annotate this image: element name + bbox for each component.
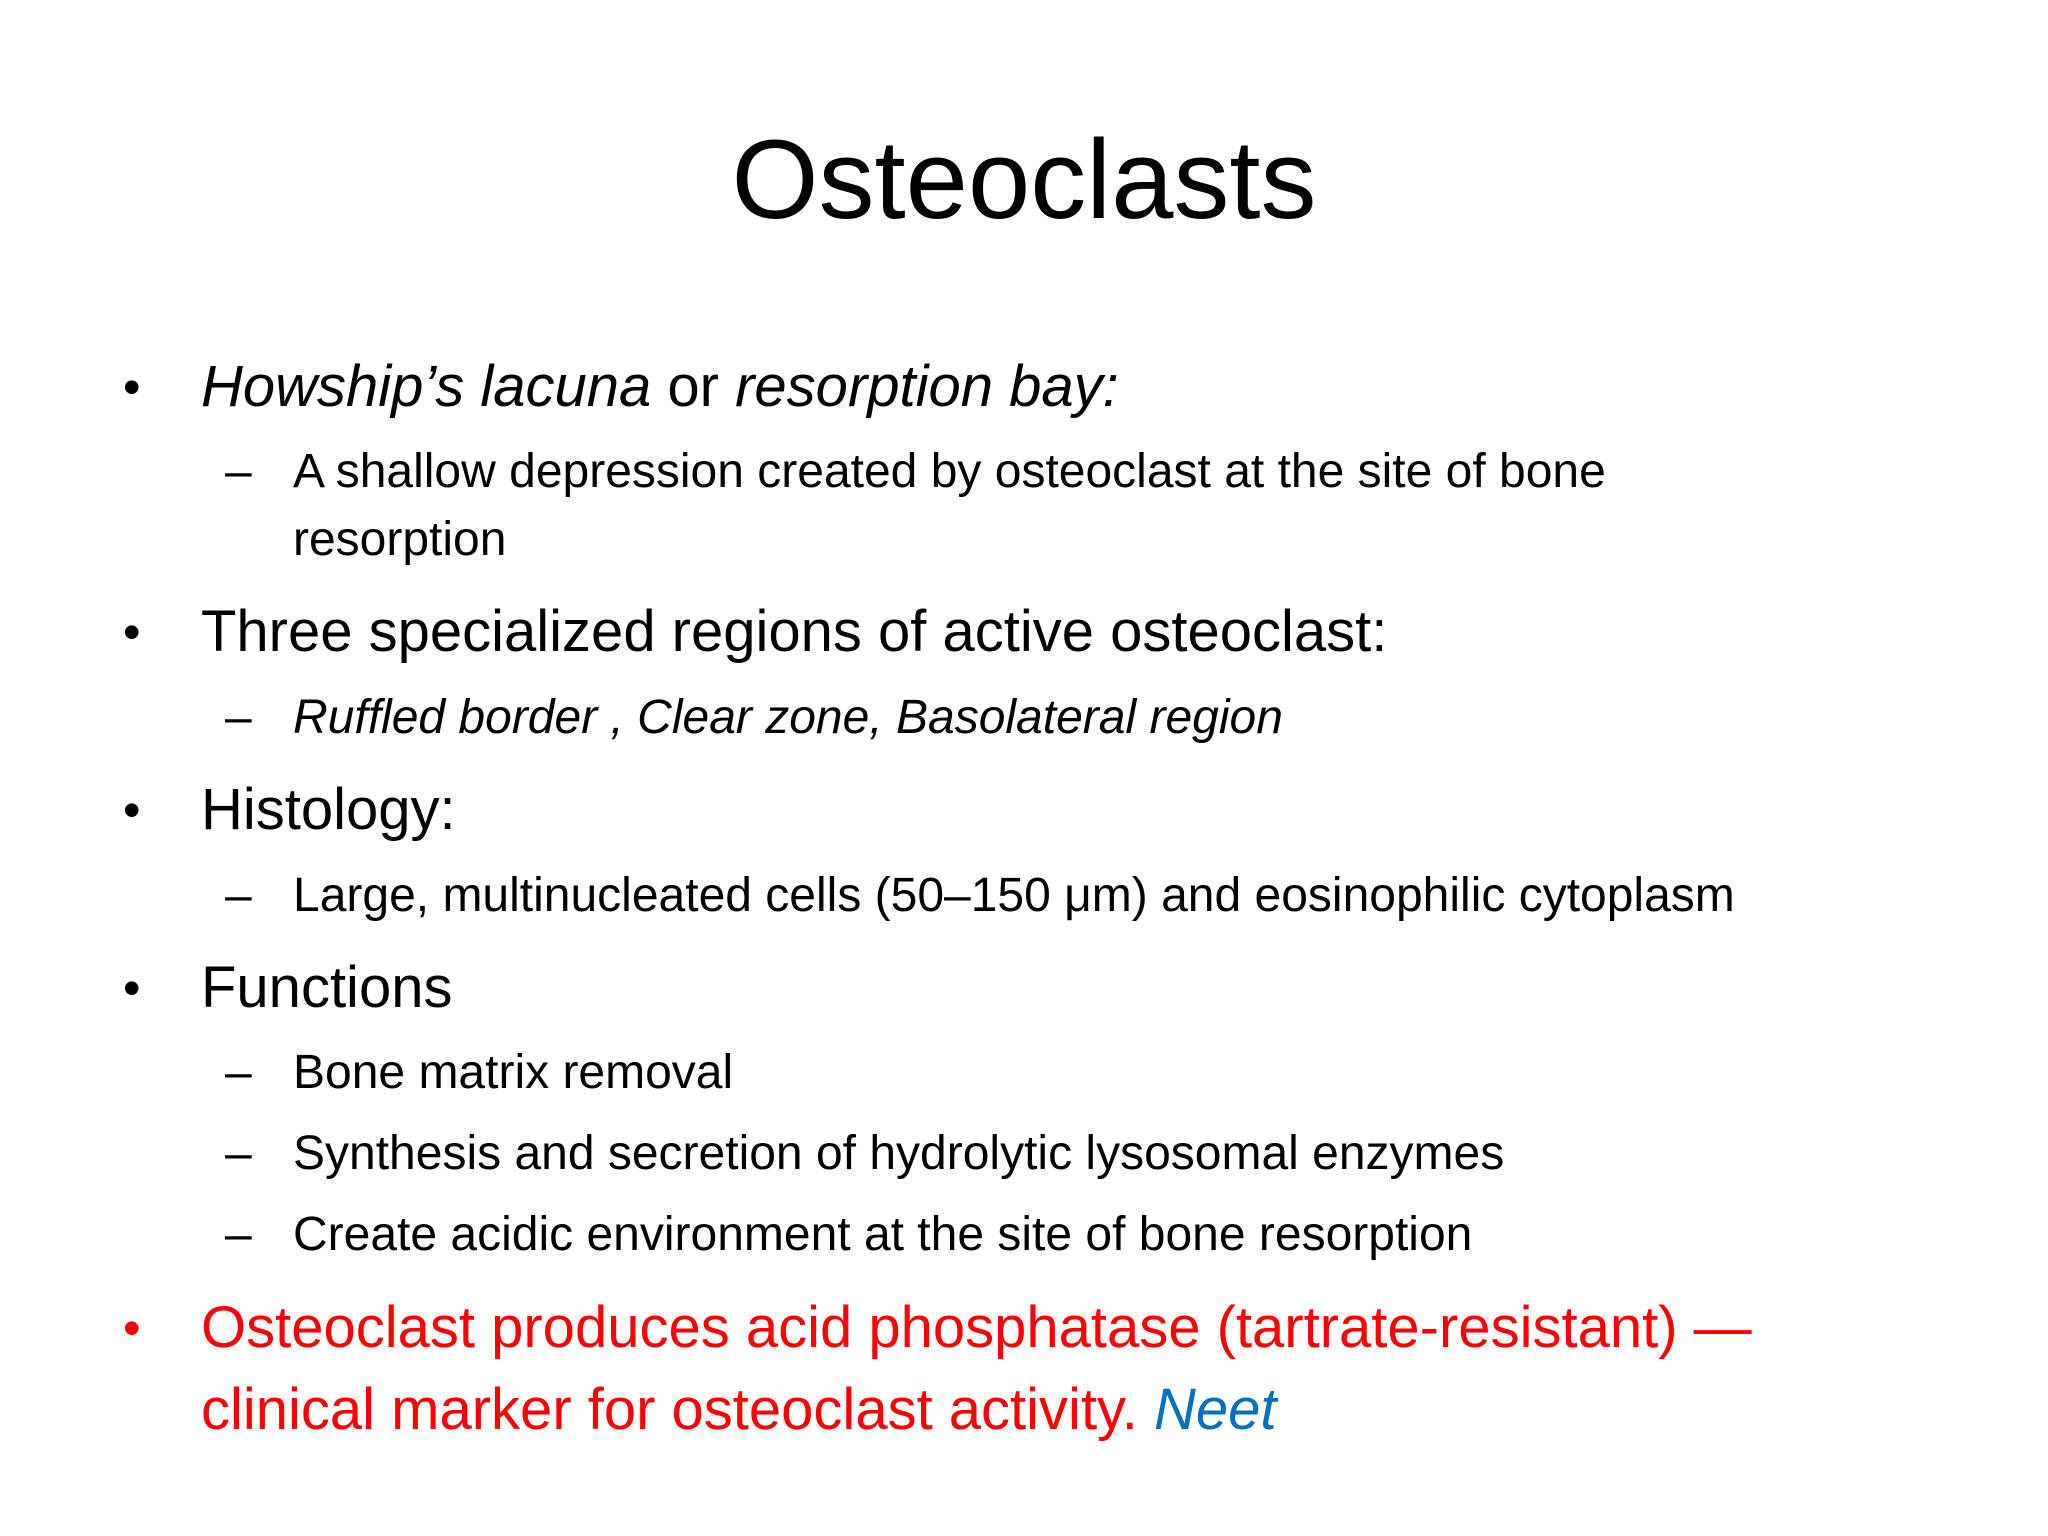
sub-bullet-text: Large, multinucleated cells (50–150 μm) and eosinophilic cytoplasm [293, 869, 1735, 922]
sub-bullet-lacuna-definition [225, 438, 1893, 506]
sub-bullet-lacuna-definition-continued [293, 506, 1893, 574]
term-howships-lacuna: Howship’s lacuna [201, 354, 652, 419]
bullet-acid-phosphatase-continued [201, 1370, 1921, 1450]
bullet-text: Three specialized regions of active osteoclast: [201, 599, 1388, 664]
sub-bullet-regions-list [225, 684, 1893, 752]
term-resorption-bay: resorption bay [735, 354, 1103, 419]
sub-bullet-histology-detail [225, 862, 1893, 930]
bullet-howships-lacuna [123, 347, 1921, 427]
sub-bullet-text: Bone matrix removal [293, 1046, 734, 1099]
dash-marker: – [225, 1208, 252, 1261]
bullet-text: clinical marker for osteoclast activity. [201, 1377, 1138, 1442]
dash-marker: – [225, 1127, 252, 1180]
bullet-text: Osteoclast produces acid phosphatase (tartrate-resistant) — [201, 1295, 1752, 1360]
dash-marker: – [225, 1046, 252, 1099]
bullet-marker: • [123, 359, 141, 415]
dash-marker: – [225, 869, 252, 922]
bullet-marker: • [123, 604, 141, 660]
bullet-marker: • [123, 782, 141, 838]
sub-bullet-text: A shallow depression created by osteoclast at the site of bone [293, 445, 1606, 498]
dash-marker: – [225, 445, 252, 498]
bullet-marker: • [123, 960, 141, 1016]
bullet-marker: • [123, 1300, 141, 1356]
sub-bullet-text: Create acidic environment at the site of bone resorption [293, 1208, 1473, 1261]
joiner-or: or [651, 354, 736, 419]
colon: : [1102, 354, 1119, 419]
sub-bullet-text: Synthesis and secretion of hydrolytic lysosomal enzymes [293, 1127, 1505, 1180]
bullet-text: Histology: [201, 777, 456, 842]
dash-marker: – [225, 691, 252, 744]
neet-tag: Neet [1154, 1377, 1277, 1442]
bullet-functions [123, 948, 1921, 1028]
slide-title: Osteoclasts [731, 117, 1317, 242]
sub-bullet-text: resorption [293, 513, 507, 566]
sub-bullet-function-3 [225, 1201, 1893, 1269]
bullet-specialized-regions [123, 592, 1921, 672]
sub-bullet-function-2 [225, 1120, 1893, 1188]
bullet-acid-phosphatase [123, 1288, 1921, 1368]
bullet-text: Functions [201, 955, 453, 1020]
sub-bullet-function-1 [225, 1039, 1893, 1107]
bullet-histology [123, 770, 1921, 850]
sub-bullet-text: Ruffled border , Clear zone, Basolateral region [293, 691, 1283, 744]
